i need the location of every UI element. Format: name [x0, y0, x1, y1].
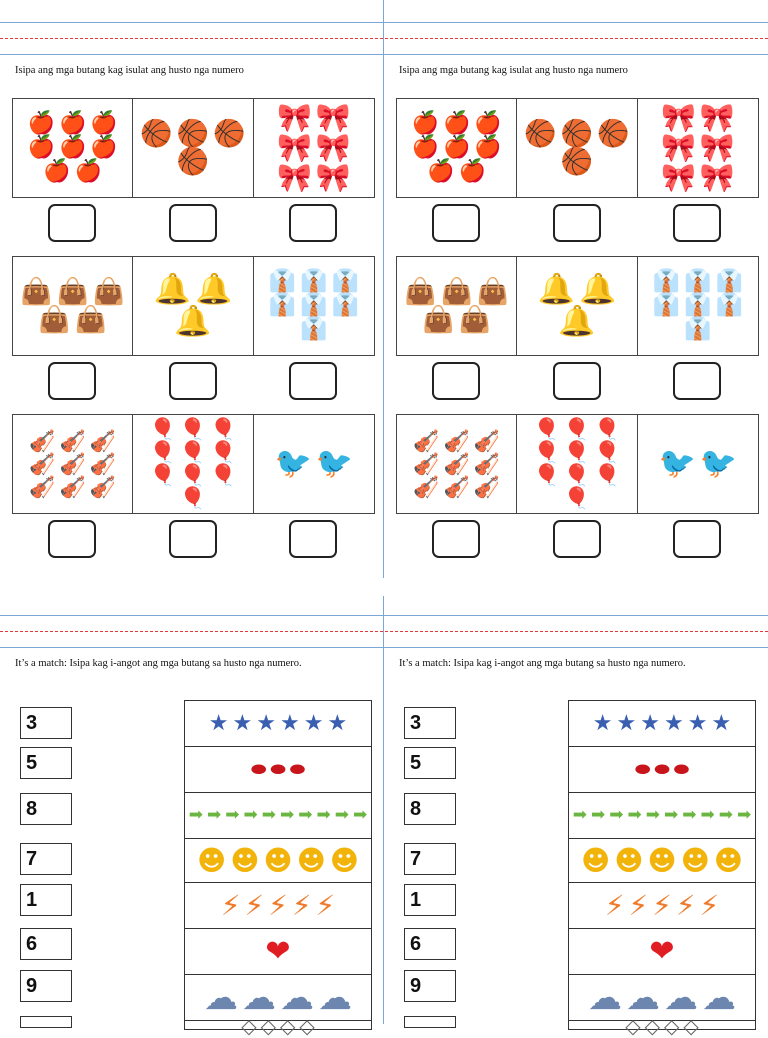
lightning-icon: ⚡ [268, 888, 288, 922]
picture-row [569, 1014, 755, 1038]
violin-icon: 🎻 [89, 428, 116, 453]
bell-icon: 🔔 [558, 304, 596, 339]
bell-icon: 🔔 [174, 304, 212, 339]
cloud-icon: ☁ [626, 977, 660, 1018]
number-box: 1 [404, 884, 456, 916]
violin-icon: 🎻 [59, 474, 86, 499]
lightning-icon: ⚡ [652, 888, 672, 922]
lightning-icon: ⚡ [315, 888, 336, 922]
lightning-icon: ⚡ [604, 888, 625, 922]
picture-cell [254, 257, 374, 355]
ruled-line [0, 615, 768, 616]
number-box: 3 [20, 707, 72, 739]
picture-row [569, 793, 755, 839]
ribbon-icon: 🎀 [699, 131, 735, 164]
star-icon: ★ [640, 710, 660, 736]
balloon-icon: 🎈 [594, 417, 621, 441]
balloon-icon: 🎈 [210, 417, 237, 441]
shirt-tie-icon: 👔 [331, 269, 359, 294]
smiley-icon: ☻ [680, 843, 710, 877]
arrow-icon: ➡ [627, 805, 642, 825]
star-icon: ★ [664, 710, 684, 736]
picture-cell [638, 257, 758, 355]
apple-icon: 🍎 [474, 111, 502, 136]
basketball-icon: 🏀 [597, 119, 630, 149]
counting-instruction: Isipa ang mga butang kag isulat ang husto nga numero [15, 65, 244, 76]
ruled-line [0, 22, 768, 23]
shirt-tie-icon: 👔 [684, 269, 712, 294]
violin-icon: 🎻 [29, 451, 56, 476]
violin-icon: 🎻 [59, 451, 86, 476]
shape-icon: ◇ [644, 1014, 660, 1038]
answer-box[interactable] [48, 520, 96, 558]
cloud-icon: ☁ [242, 977, 276, 1018]
violin-icon: 🎻 [413, 474, 440, 499]
answer-box[interactable] [432, 520, 480, 558]
balloon-icon: 🎈 [179, 417, 207, 441]
arrow-icon: ➡ [207, 805, 222, 825]
picture-row [185, 839, 371, 883]
picture-row [185, 793, 371, 839]
arrow-icon: ➡ [188, 805, 203, 825]
answer-box[interactable] [553, 520, 601, 558]
ribbon-icon: 🎀 [315, 131, 351, 164]
ribbon-icon: 🎀 [315, 101, 351, 134]
apple-icon: 🍎 [58, 135, 87, 160]
shape-icon: ◇ [625, 1014, 641, 1038]
basketball-icon: 🏀 [213, 119, 246, 149]
shirt-tie-icon: 👔 [715, 293, 743, 318]
ribbon-icon: 🎀 [276, 161, 312, 194]
star-icon: ★ [280, 710, 300, 736]
balloon-icon: 🎈 [149, 463, 176, 487]
ribbon-icon: 🎀 [660, 101, 696, 134]
handbag-icon: 👜 [56, 277, 89, 307]
apple-icon: 🍎 [442, 111, 471, 136]
dashed-line [0, 631, 768, 632]
answer-box[interactable] [673, 204, 721, 242]
arrow-icon: ➡ [645, 805, 660, 825]
picture-cell [254, 99, 374, 197]
answer-box[interactable] [553, 362, 601, 400]
basketball-icon: 🏀 [140, 119, 173, 149]
heart-icon: ❤ [649, 933, 675, 969]
apple-icon: 🍎 [411, 111, 439, 136]
handbag-icon: 👜 [440, 277, 473, 307]
cloud-icon: ☁ [588, 977, 622, 1018]
balloon-icon: 🎈 [149, 440, 176, 464]
smiley-icon: ☻ [196, 843, 227, 877]
number-box: 7 [404, 843, 456, 875]
picture-cell [13, 99, 133, 197]
bird-icon: 🐦 [658, 446, 696, 481]
picture-cell [254, 415, 374, 513]
counting-instruction: Isipa ang mga butang kag isulat ang husto nga numero [399, 65, 628, 76]
picture-cell [517, 99, 637, 197]
handbag-icon: 👜 [404, 277, 437, 307]
dashed-line [0, 38, 768, 39]
violin-icon: 🎻 [473, 474, 500, 499]
answer-box[interactable] [289, 520, 337, 558]
answer-box[interactable] [169, 204, 217, 242]
apple-icon: 🍎 [74, 159, 103, 184]
picture-row [185, 701, 371, 747]
picture-cell [517, 415, 637, 513]
balloon-icon: 🎈 [533, 417, 560, 441]
violin-icon: 🎻 [59, 428, 86, 453]
violin-icon: 🎻 [89, 451, 116, 476]
smiley-icon: ☻ [647, 843, 677, 877]
star-icon: ★ [303, 710, 324, 736]
number-box: 3 [404, 707, 456, 739]
number-box: 7 [20, 843, 72, 875]
page-divider [383, 596, 384, 1024]
violin-icon: 🎻 [29, 474, 56, 499]
apple-icon: 🍎 [427, 159, 455, 184]
ribbon-icon: 🎀 [699, 161, 735, 194]
picture-cell [397, 257, 517, 355]
counting-row [12, 414, 375, 514]
apple-icon: 🍎 [90, 111, 118, 136]
number-box: 1 [20, 884, 72, 916]
apple-icon: 🍎 [411, 135, 439, 160]
matching-instruction: It’s a match: Isipa kag i-angot ang mga butang sa husto nga numero. [15, 658, 302, 669]
counting-row [12, 256, 375, 356]
picture-cell [517, 257, 637, 355]
arrow-icon: ➡ [664, 805, 679, 825]
oval-icon: ⬬ [634, 758, 651, 780]
answer-box[interactable] [432, 204, 480, 242]
picture-column [568, 700, 756, 1038]
ribbon-icon: 🎀 [699, 101, 735, 134]
arrow-icon: ➡ [243, 805, 258, 825]
shirt-tie-icon: 👔 [715, 269, 743, 294]
picture-row [185, 975, 371, 1021]
arrow-icon: ➡ [353, 805, 368, 825]
heart-icon: ❤ [265, 933, 291, 969]
apple-icon: 🍎 [27, 135, 55, 160]
violin-icon: 🎻 [473, 428, 500, 453]
shirt-tie-icon: 👔 [652, 269, 681, 294]
violin-icon: 🎻 [413, 428, 440, 453]
handbag-icon: 👜 [422, 305, 455, 335]
ribbon-icon: 🎀 [660, 161, 696, 194]
balloon-icon: 🎈 [563, 417, 591, 441]
number-box: 9 [20, 970, 72, 1002]
balloon-icon: 🎈 [149, 417, 176, 441]
cloud-icon: ☁ [280, 977, 314, 1018]
lightning-icon: ⚡ [675, 888, 696, 922]
violin-icon: 🎻 [443, 474, 470, 499]
star-icon: ★ [208, 710, 229, 736]
answer-box[interactable] [48, 362, 96, 400]
answer-box[interactable] [289, 362, 337, 400]
picture-row [185, 929, 371, 975]
apple-icon: 🍎 [474, 135, 502, 160]
ribbon-icon: 🎀 [276, 101, 312, 134]
basketball-icon: 🏀 [176, 147, 210, 177]
number-box [404, 1016, 456, 1028]
star-icon: ★ [616, 710, 637, 736]
violin-icon: 🎻 [443, 428, 470, 453]
apple-icon: 🍎 [90, 135, 118, 160]
picture-cell [638, 99, 758, 197]
oval-icon: ⬬ [289, 758, 306, 780]
answer-box[interactable] [48, 204, 96, 242]
balloon-icon: 🎈 [594, 463, 621, 487]
picture-cell [133, 415, 253, 513]
star-icon: ★ [687, 710, 708, 736]
answer-box[interactable] [169, 362, 217, 400]
picture-row [569, 975, 755, 1021]
picture-cell [133, 99, 253, 197]
lightning-icon: ⚡ [244, 888, 265, 922]
shirt-tie-icon: 👔 [300, 293, 328, 318]
star-icon: ★ [711, 710, 732, 736]
shape-icon: ◇ [664, 1014, 680, 1038]
shirt-tie-icon: 👔 [684, 293, 712, 318]
lightning-icon: ⚡ [699, 888, 720, 922]
counting-row [12, 98, 375, 198]
arrow-icon: ➡ [609, 805, 624, 825]
number-box: 8 [20, 793, 72, 825]
arrow-icon: ➡ [700, 805, 715, 825]
answer-box[interactable] [553, 204, 601, 242]
smiley-icon: ☻ [329, 843, 359, 877]
number-box: 8 [404, 793, 456, 825]
picture-row [569, 747, 755, 793]
number-box: 6 [404, 928, 456, 960]
picture-cell [133, 257, 253, 355]
cloud-icon: ☁ [204, 977, 238, 1018]
picture-cell [397, 415, 517, 513]
violin-icon: 🎻 [473, 451, 500, 476]
arrow-icon: ➡ [261, 805, 276, 825]
bird-icon: 🐦 [699, 446, 738, 481]
star-icon: ★ [232, 710, 253, 736]
lightning-icon: ⚡ [628, 888, 649, 922]
basketball-icon: 🏀 [560, 147, 594, 177]
shape-icon: ◇ [280, 1014, 296, 1038]
cloud-icon: ☁ [318, 977, 352, 1018]
bell-icon: 🔔 [578, 272, 617, 307]
number-box: 5 [404, 747, 456, 779]
balloon-icon: 🎈 [563, 440, 591, 464]
shirt-tie-icon: 👔 [331, 293, 359, 318]
answer-box[interactable] [289, 204, 337, 242]
picture-column [184, 700, 372, 1038]
number-box: 6 [20, 928, 72, 960]
balloon-icon: 🎈 [533, 463, 560, 487]
picture-cell [638, 415, 758, 513]
ribbon-icon: 🎀 [276, 131, 312, 164]
handbag-icon: 👜 [476, 277, 510, 307]
smiley-icon: ☻ [230, 843, 260, 877]
shirt-tie-icon: 👔 [268, 269, 297, 294]
oval-icon: ⬬ [250, 758, 267, 780]
basketball-icon: 🏀 [524, 119, 557, 149]
picture-cell [13, 415, 133, 513]
picture-row [185, 1014, 371, 1038]
answer-box[interactable] [673, 520, 721, 558]
arrow-icon: ➡ [718, 805, 733, 825]
balloon-icon: 🎈 [563, 463, 591, 487]
smiley-icon: ☻ [263, 843, 293, 877]
picture-row [185, 883, 371, 929]
picture-row [569, 839, 755, 883]
apple-icon: 🍎 [442, 135, 471, 160]
handbag-icon: 👜 [92, 277, 126, 307]
picture-cell [13, 257, 133, 355]
handbag-icon: 👜 [458, 305, 492, 335]
smiley-icon: ☻ [713, 843, 743, 877]
bell-icon: 🔔 [153, 272, 191, 307]
cloud-icon: ☁ [664, 977, 698, 1018]
bell-icon: 🔔 [537, 272, 575, 307]
ruled-line [0, 647, 768, 648]
balloon-icon: 🎈 [563, 486, 591, 510]
bell-icon: 🔔 [194, 272, 233, 307]
violin-icon: 🎻 [413, 451, 440, 476]
arrow-icon: ➡ [737, 805, 752, 825]
picture-cell [397, 99, 517, 197]
balloon-icon: 🎈 [594, 440, 621, 464]
picture-row [569, 929, 755, 975]
basketball-icon: 🏀 [560, 119, 594, 149]
star-icon: ★ [327, 710, 348, 736]
ribbon-icon: 🎀 [315, 161, 351, 194]
oval-icon: ⬬ [654, 758, 670, 780]
shirt-tie-icon: 👔 [300, 317, 328, 342]
picture-row [569, 701, 755, 747]
shirt-tie-icon: 👔 [300, 269, 328, 294]
shirt-tie-icon: 👔 [652, 293, 681, 318]
arrow-icon: ➡ [225, 805, 240, 825]
arrow-icon: ➡ [298, 805, 313, 825]
shape-icon: ◇ [683, 1014, 699, 1038]
counting-row [396, 256, 759, 356]
oval-icon: ⬬ [673, 758, 690, 780]
counting-row [396, 414, 759, 514]
balloon-icon: 🎈 [179, 486, 207, 510]
shape-icon: ◇ [260, 1014, 276, 1038]
ruled-line [0, 54, 768, 55]
handbag-icon: 👜 [38, 305, 71, 335]
bird-icon: 🐦 [315, 446, 354, 481]
violin-icon: 🎻 [89, 474, 116, 499]
counting-row [396, 98, 759, 198]
ribbon-icon: 🎀 [660, 131, 696, 164]
smiley-icon: ☻ [614, 843, 644, 877]
apple-icon: 🍎 [458, 159, 487, 184]
shirt-tie-icon: 👔 [684, 317, 712, 342]
arrow-icon: ➡ [280, 805, 295, 825]
violin-icon: 🎻 [443, 451, 470, 476]
handbag-icon: 👜 [74, 305, 108, 335]
lightning-icon: ⚡ [220, 888, 241, 922]
star-icon: ★ [592, 710, 613, 736]
shape-icon: ◇ [241, 1014, 257, 1038]
oval-icon: ⬬ [270, 758, 286, 780]
basketball-icon: 🏀 [176, 119, 210, 149]
arrow-icon: ➡ [316, 805, 331, 825]
page-divider [383, 0, 384, 578]
picture-row [185, 747, 371, 793]
arrow-icon: ➡ [682, 805, 697, 825]
star-icon: ★ [256, 710, 276, 736]
apple-icon: 🍎 [58, 111, 87, 136]
arrow-icon: ➡ [572, 805, 587, 825]
smiley-icon: ☻ [296, 843, 326, 877]
number-box: 9 [404, 970, 456, 1002]
bird-icon: 🐦 [274, 446, 312, 481]
handbag-icon: 👜 [20, 277, 53, 307]
apple-icon: 🍎 [43, 159, 71, 184]
shirt-tie-icon: 👔 [268, 293, 297, 318]
shape-icon: ◇ [299, 1014, 315, 1038]
answer-box[interactable] [169, 520, 217, 558]
cloud-icon: ☁ [702, 977, 736, 1018]
number-box: 5 [20, 747, 72, 779]
picture-row [569, 883, 755, 929]
answer-box[interactable] [673, 362, 721, 400]
balloon-icon: 🎈 [533, 440, 560, 464]
lightning-icon: ⚡ [291, 888, 312, 922]
smiley-icon: ☻ [580, 843, 611, 877]
balloon-icon: 🎈 [210, 440, 237, 464]
arrow-icon: ➡ [591, 805, 606, 825]
violin-icon: 🎻 [29, 428, 56, 453]
matching-instruction: It’s a match: Isipa kag i-angot ang mga butang sa husto nga numero. [399, 658, 686, 669]
apple-icon: 🍎 [27, 111, 55, 136]
balloon-icon: 🎈 [179, 463, 207, 487]
number-box [20, 1016, 72, 1028]
answer-box[interactable] [432, 362, 480, 400]
arrow-icon: ➡ [334, 805, 349, 825]
balloon-icon: 🎈 [179, 440, 207, 464]
balloon-icon: 🎈 [210, 463, 237, 487]
